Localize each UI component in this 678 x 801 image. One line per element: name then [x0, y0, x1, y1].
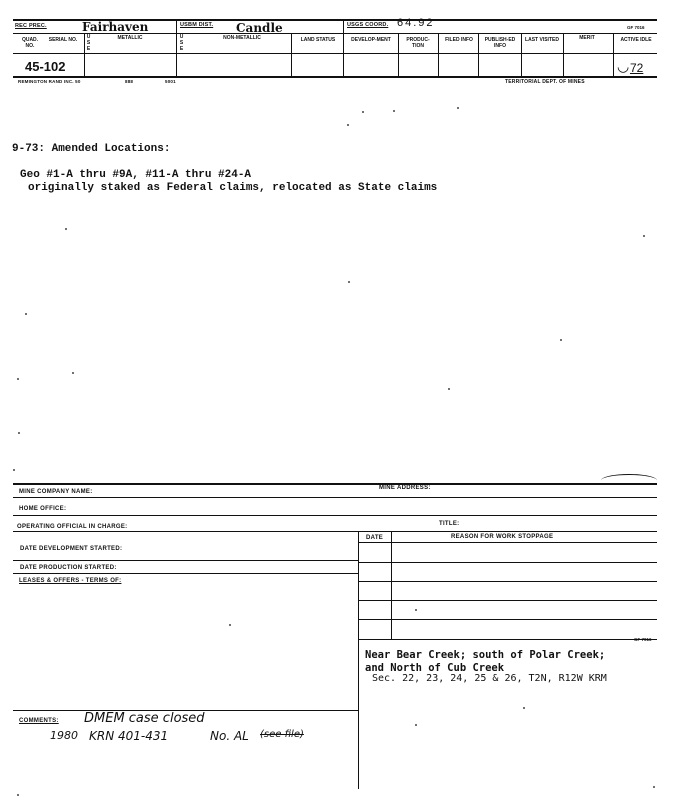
dept-line: TERRITORIAL DEPT. OF MINES	[505, 79, 585, 85]
lower-rule-prod	[13, 573, 358, 574]
printer-code-2: 5001	[165, 79, 176, 84]
col-development: DEVELOP-MENT	[351, 37, 391, 43]
header-divider-2	[343, 19, 344, 76]
col-merit: MERIT	[579, 35, 595, 41]
speck	[457, 107, 459, 109]
lower-rule-dev	[13, 560, 358, 561]
lower-rule-company	[13, 497, 657, 498]
col-published-info: PUBLISH-ED INFO	[484, 37, 516, 49]
col-divider-last	[563, 33, 564, 76]
usbm-dist-value: Candle	[236, 21, 283, 35]
notes-line-1: Geo #1-A thru #9A, #11-A thru #24-A	[20, 169, 252, 181]
comments-line-2: KRN 401-431	[89, 729, 169, 743]
active-check-mark: ◡	[617, 58, 630, 74]
stoppage-row-5	[358, 639, 657, 640]
lower-top-curl	[601, 474, 657, 487]
col-land-status: LAND STATUS	[300, 37, 336, 43]
col-quad-no: QUAD. NO.	[21, 37, 39, 49]
speck	[72, 372, 74, 374]
location-line-1: Near Bear Creek; south of Polar Creek;	[365, 649, 606, 661]
comments-label: COMMENTS:	[19, 718, 59, 724]
stoppage-row-4	[358, 619, 657, 620]
speck	[65, 228, 67, 230]
speck	[18, 432, 20, 434]
speck	[643, 235, 645, 237]
date-production-started-label: DATE PRODUCTION STARTED:	[20, 565, 117, 571]
lower-rule-official	[13, 531, 657, 532]
stoppage-date-divider	[391, 531, 392, 639]
quad-number-value: 45-102	[25, 59, 66, 74]
col-active-idle: ACTIVE IDLE	[620, 37, 652, 43]
date-development-started-label: DATE DEVELOPMENT STARTED:	[20, 546, 123, 552]
mine-address-label: MINE ADDRESS:	[379, 485, 431, 491]
printer-code-1: 888	[125, 79, 134, 84]
speck	[653, 786, 655, 788]
header-col-rule	[13, 53, 657, 54]
speck	[523, 707, 525, 709]
location-line-3: Sec. 22, 23, 24, 25 & 26, T2N, R12W KRM	[372, 673, 607, 684]
location-line-2: and North of Cub Creek	[365, 662, 505, 674]
col-use-right: U S E	[179, 34, 184, 52]
speck	[348, 281, 350, 283]
lower-rule-home	[13, 515, 657, 516]
col-serial-no: SERIAL NO.	[48, 37, 78, 43]
speck	[448, 388, 450, 390]
notes-heading: 9-73: Amended Locations:	[12, 143, 171, 155]
home-office-label: HOME OFFICE:	[19, 506, 67, 512]
col-filed-info: FILED INFO	[445, 37, 473, 43]
notes-line-2: originally staked as Federal claims, relocated as State claims	[28, 182, 438, 194]
col-divider-land	[291, 33, 292, 76]
lower-top-rule	[13, 483, 657, 485]
col-metallic: METALLIC	[117, 35, 143, 41]
speck	[393, 110, 395, 112]
title-label: TITLE:	[439, 521, 460, 527]
speck	[25, 313, 27, 315]
speck	[362, 111, 364, 113]
operating-official-label: OPERATING OFFICIAL IN CHARGE:	[17, 524, 128, 530]
col-divider-prod	[438, 33, 439, 76]
speck	[229, 624, 231, 626]
speck	[17, 794, 19, 796]
col-last-visited: LAST VISITED	[525, 37, 559, 43]
form-number-bottom: GF 7016	[634, 637, 652, 642]
col-use-left: U S E	[86, 34, 91, 52]
stoppage-row-2	[358, 581, 657, 582]
stoppage-left-edge	[358, 531, 359, 789]
mine-company-name-label: MINE COMPANY NAME:	[19, 489, 93, 495]
col-divider-filed	[478, 33, 479, 76]
form-number-top: GF 7016	[627, 25, 645, 30]
speck	[560, 339, 562, 341]
speck	[415, 609, 417, 611]
col-divider-quad	[84, 33, 85, 76]
stoppage-row-3	[358, 600, 657, 601]
comments-no: No. AL	[210, 729, 249, 743]
col-non-metallic: NON-METALLIC	[223, 35, 261, 41]
comments-struck: (see file)	[260, 729, 304, 740]
usgs-coord-value: 64.92	[397, 17, 435, 29]
reason-header: REASON FOR WORK STOPPAGE	[451, 534, 554, 540]
stoppage-header-rule	[358, 542, 657, 543]
speck	[17, 378, 19, 380]
rec-prec-value: Fairhaven	[82, 20, 149, 34]
header-divider-1	[176, 19, 177, 76]
header-bottom-rule	[13, 76, 657, 78]
col-divider-pub	[521, 33, 522, 76]
comments-year: 1980	[50, 729, 78, 742]
comments-line-1: DMEM case closed	[84, 711, 205, 726]
leases-offers-label: LEASES & OFFERS - TERMS OF:	[19, 578, 122, 584]
date-header: DATE	[366, 535, 384, 541]
col-production: PRODUC-TION	[406, 37, 430, 49]
rec-prec-label: REC PREC.	[15, 23, 47, 29]
active-idle-value: 72	[630, 61, 644, 75]
speck	[415, 724, 417, 726]
speck	[13, 469, 15, 471]
printer-line: REMINGTON RAND INC. 50	[18, 79, 81, 84]
usgs-coord-label: USGS COORD.	[347, 22, 389, 28]
stoppage-row-1	[358, 562, 657, 563]
col-divider-merit	[613, 33, 614, 76]
usbm-dist-label: USBM DIST.	[180, 22, 214, 28]
speck	[347, 124, 349, 126]
col-divider-dev	[398, 33, 399, 76]
